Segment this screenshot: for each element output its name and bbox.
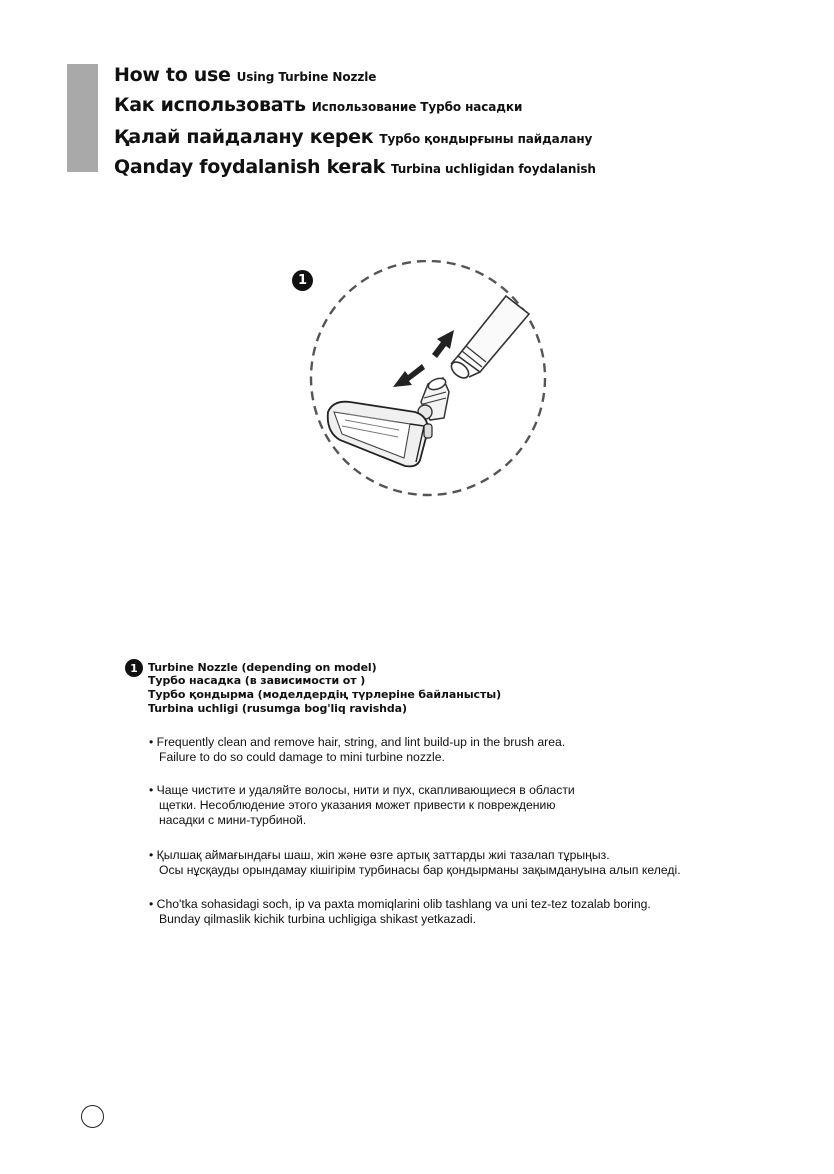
bullet-line: • Чаще чистите и удаляйте волосы, нити и пух, скапливающиеся в области: [149, 783, 575, 797]
bullet-line: Bunday qilmaslik kichik turbina uchligiga shikast yetkazadi.: [159, 912, 477, 926]
section-title-uzbek: Turbina uchligi (rusumga bog'liq ravishda): [148, 702, 407, 715]
heading-uzbek: [114, 156, 596, 178]
section-title-russian: Турбо насадка (в зависимости от ): [148, 674, 366, 687]
bullet-kazakh: [149, 848, 681, 878]
bullet-line: Failure to do so could damage to mini turbine nozzle.: [159, 750, 445, 764]
bullet-line: • Қылшақ аймағындағы шаш, жіп және өзге артық заттарды жиі тазалап тұрыңыз.: [149, 848, 610, 862]
bullet-uzbek: [149, 897, 651, 927]
arrow-down-left-icon: [393, 364, 425, 387]
section-title-english: Turbine Nozzle (depending on model): [148, 661, 377, 674]
bullet-line: Осы нұсқауды орындамау кішігірім турбинасы бар қондырманы зақымдануына алып келеді.: [159, 863, 681, 877]
heading-sub-russian: Использование Турбо насадки: [311, 100, 523, 114]
heading-sub-english: Using Turbine Nozzle: [236, 70, 377, 84]
page-number-circle: [81, 1105, 104, 1128]
bullet-russian: [149, 783, 575, 828]
heading-sub-kazakh: Турбо қондырғыны пайдалану: [379, 132, 593, 146]
section-title-kazakh: Турбо қондырма (моделдердің түрлеріне байланысты): [148, 688, 502, 701]
heading-kazakh: [114, 126, 592, 148]
heading-main-uzbek: Qanday foydalanish kerak: [114, 156, 385, 178]
bullet-line: • Frequently clean and remove hair, string, and lint build-up in the brush area.: [149, 735, 566, 749]
bullet-english: [149, 735, 565, 765]
vacuum-tube-icon: [448, 296, 529, 381]
heading-russian: [114, 94, 522, 116]
turbine-nozzle-icon: [328, 376, 449, 466]
bullet-line: насадки с мини-турбиной.: [159, 813, 307, 827]
heading-sub-uzbek: Turbina uchligidan foydalanish: [390, 162, 596, 176]
figure-step-number: 1: [292, 270, 313, 291]
section-side-tab: [67, 64, 98, 172]
heading-main-russian: Как использовать: [114, 94, 306, 116]
heading-main-english: How to use: [114, 64, 231, 86]
heading-english: [114, 64, 376, 86]
bullet-line: • Cho'tka sohasidagi soch, ip va paxta momiqlarini olib tashlang va uni tez-tez tozalab boring.: [149, 897, 651, 911]
section-step-number: 1: [125, 659, 143, 677]
turbine-nozzle-illustration: [285, 260, 560, 500]
arrow-up-right-icon: [432, 330, 454, 358]
dashed-outline-circle: [311, 261, 545, 495]
heading-main-kazakh: Қалай пайдалану керек: [114, 126, 374, 148]
bullet-line: щетки. Несоблюдение этого указания может привести к повреждению: [159, 798, 556, 812]
